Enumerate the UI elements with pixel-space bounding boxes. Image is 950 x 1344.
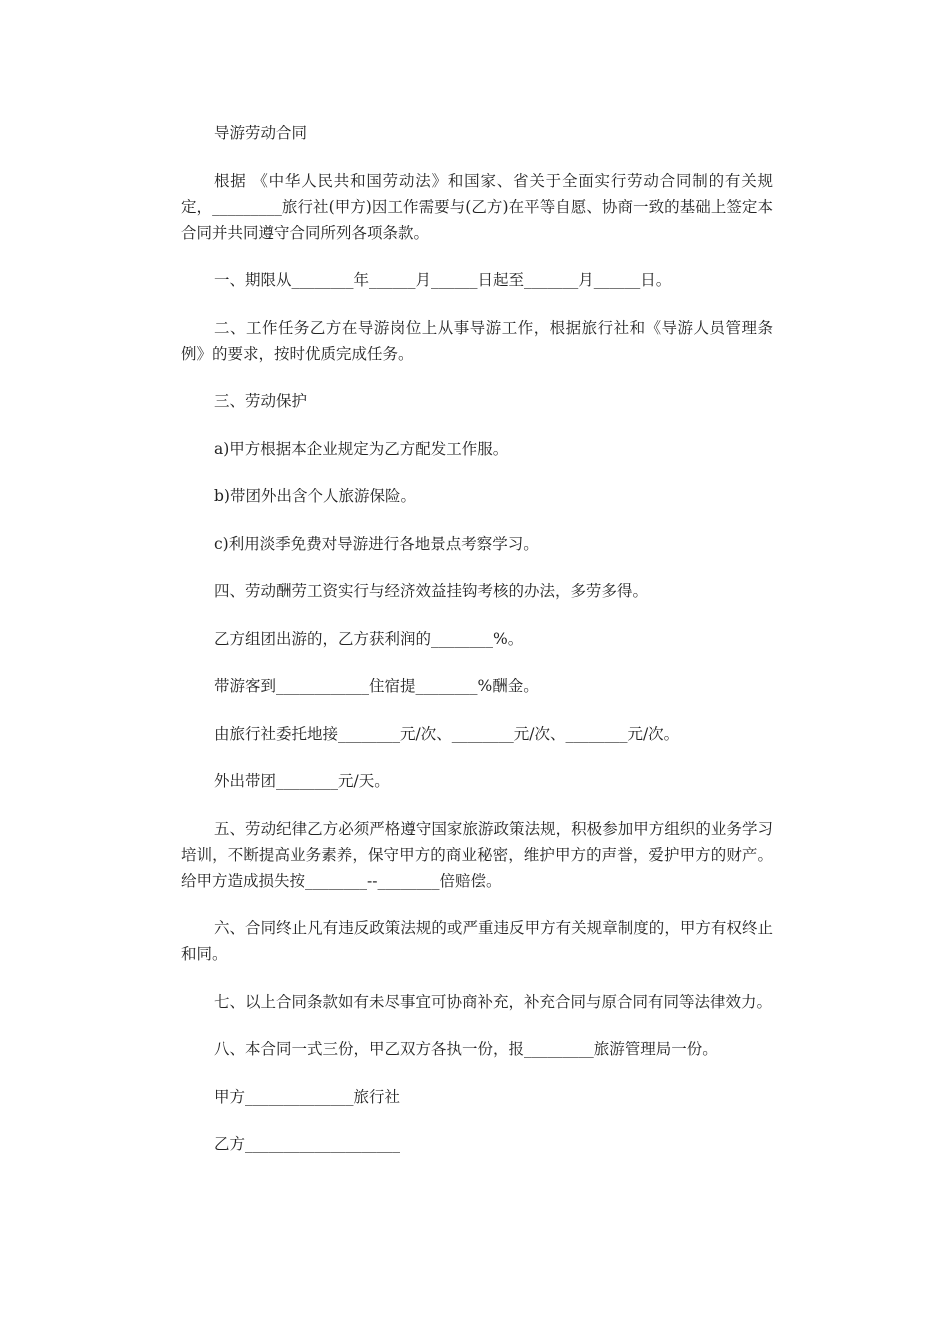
protection-item-c: c)利用淡季免费对导游进行各地景点考察学习。 bbox=[214, 534, 539, 553]
clause-copies: 八、本合同一式三份，甲乙双方各执一份，报_________旅游管理局一份。 bbox=[214, 1040, 718, 1058]
clause-term: 一、期限从________年______月______日起至_______月______日。 bbox=[214, 271, 672, 289]
protection-item-b: b)带团外出含个人旅游保险。 bbox=[214, 487, 416, 505]
compensation-item-daily: 外出带团________元/天。 bbox=[214, 772, 390, 790]
clause-termination: 六、合同终止凡有违反政策法规的或严重违反甲方有关规章制度的，甲方有权终止和同。 bbox=[181, 919, 773, 963]
compensation-item-group-tour: 乙方组团出游的，乙方获利润的________%。 bbox=[214, 629, 524, 648]
protection-item-a: a)甲方根据本企业规定为乙方配发工作服。 bbox=[214, 439, 509, 458]
document-title: 导游劳动合同 bbox=[214, 124, 308, 142]
signature-party-b: 乙方____________________ bbox=[214, 1135, 401, 1153]
signature-party-a: 甲方______________旅行社 bbox=[214, 1087, 401, 1106]
clause-compensation: 四、劳动酬劳工资实行与经济效益挂钩考核的办法，多劳多得。 bbox=[214, 582, 649, 600]
preamble-paragraph: 根据 《中华人民共和国劳动法》和国家、省关于全面实行劳动合同制的有关规定，_________旅行社(甲方)因工作需要与(乙方)在平等自愿、协商一致的基础上签定本合同并共同遵守合同所列各项条款。 bbox=[181, 171, 773, 242]
clause-protection-heading: 三、劳动保护 bbox=[214, 392, 308, 410]
contract-document bbox=[181, 120, 773, 1179]
compensation-item-local-reception: 由旅行社委托地接________元/次、________元/次、________元/次。 bbox=[214, 724, 680, 743]
clause-supplement: 七、以上合同条款如有未尽事宜可协商补充，补充合同与原合同有同等法律效力。 bbox=[214, 992, 773, 1011]
clause-duties: 二、工作任务乙方在导游岗位上从事导游工作，根据旅行社和《导游人员管理条例》的要求，按时优质完成任务。 bbox=[181, 318, 773, 363]
compensation-item-lodging: 带游客到____________住宿提________%酬金。 bbox=[214, 677, 539, 695]
clause-discipline: 五、劳动纪律乙方必须严格遵守国家旅游政策法规，积极参加甲方组织的业务学习培训，不断提高业务素养，保守甲方的商业秘密，维护甲方的声誉，爱护甲方的财产。给甲方造成损失按________--________倍赔偿。 bbox=[181, 819, 773, 890]
